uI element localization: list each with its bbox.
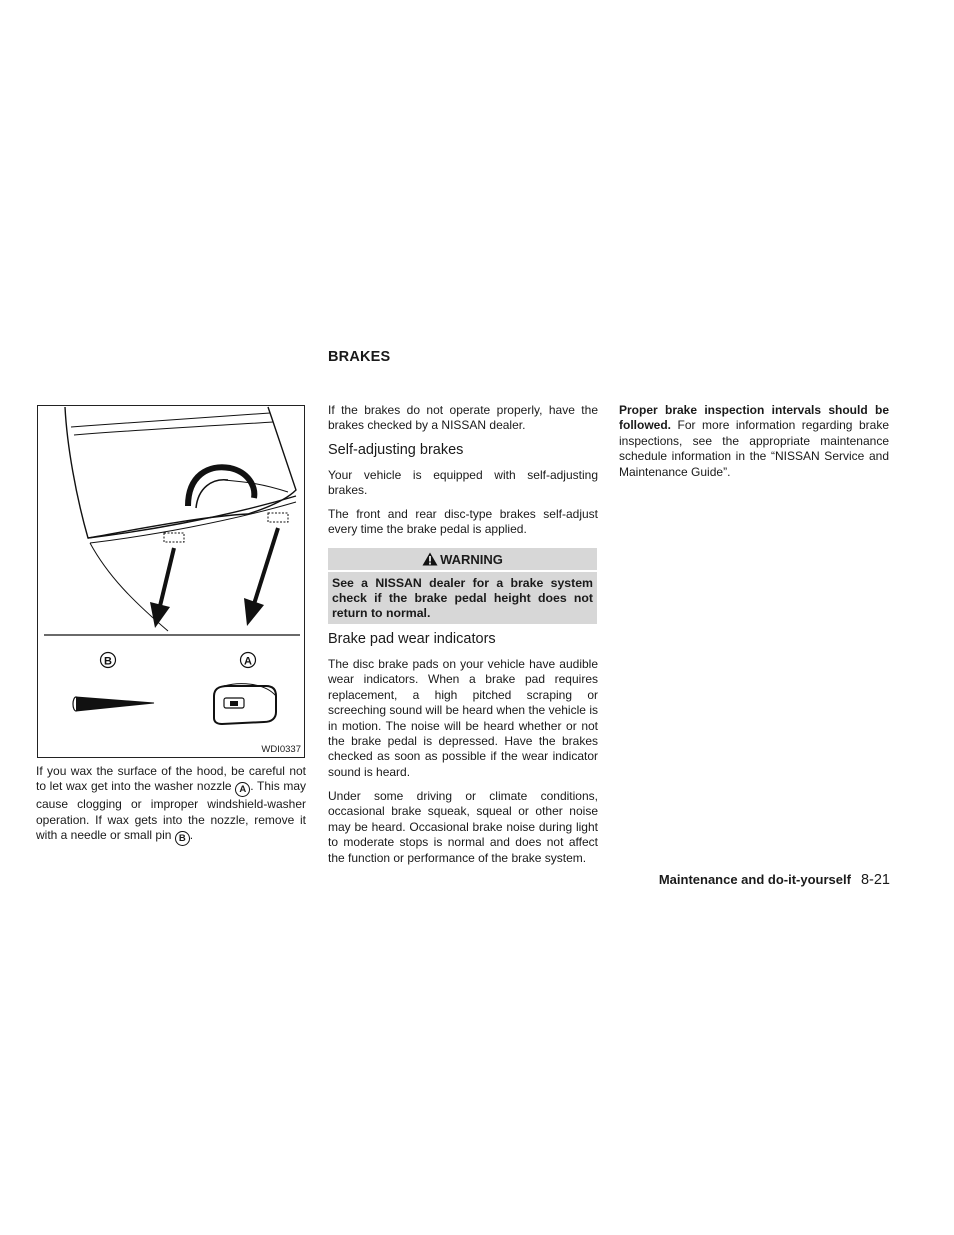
figure-label-b: B bbox=[104, 655, 112, 668]
chapter-title: Maintenance and do-it-yourself bbox=[658, 872, 851, 887]
hood-washer-nozzle-illustration bbox=[38, 406, 304, 757]
caption-text-3: . bbox=[189, 828, 194, 843]
subheading-self-adjusting: Self-adjusting brakes bbox=[328, 442, 464, 458]
figure-code: WDI0337 bbox=[261, 744, 301, 755]
figure-caption bbox=[36, 764, 306, 846]
warning-header bbox=[328, 548, 597, 572]
warning-title: WARNING bbox=[440, 551, 503, 567]
hood-wax-paragraph bbox=[36, 764, 306, 846]
figure-label-a: A bbox=[244, 655, 252, 668]
warning-text: See a NISSAN dealer for a brake system check if the brake pedal height does not return to normal. bbox=[332, 576, 593, 620]
brakes-intro: If the brakes do not operate properly, have the brakes checked by a NISSAN dealer. bbox=[328, 403, 598, 433]
wear-indicators-para-2: Under some driving or climate conditions, occasional brake squeak, squeal or other noise may be heard. Occasional brake noise during light to moderate stops is normal and does not affect the function or performance of the brake system. bbox=[328, 789, 598, 865]
warning-triangle-icon bbox=[422, 552, 438, 566]
marker-b: B bbox=[175, 831, 190, 846]
inspection-bold-lead: Proper brake inspection intervals should be followed. bbox=[619, 403, 889, 433]
caption-text-2: . This may cause clogging or improper windshield-washer operation. If wax gets into the nozzle, remove it with a needle or small pin bbox=[36, 779, 307, 843]
caption-text-1: If you wax the surface of the hood, be careful not to let wax get into the washer nozzle bbox=[36, 764, 306, 794]
inspection-note bbox=[619, 403, 889, 480]
subheading-wear-indicators: Brake pad wear indicators bbox=[328, 631, 496, 647]
warning-box bbox=[328, 548, 597, 624]
washer-nozzle-figure bbox=[37, 405, 305, 758]
marker-a: A bbox=[235, 782, 250, 797]
page-footer bbox=[659, 872, 890, 888]
inspection-text: For more information regarding brake inspections, see the appropriate maintenance schedule information in the “NISSAN Service and Maintenance Guide”. bbox=[619, 418, 889, 479]
inspection-paragraph bbox=[619, 403, 889, 480]
section-title: BRAKES bbox=[328, 349, 391, 365]
wear-indicators-para-1: The disc brake pads on your vehicle have audible wear indicators. When a brake pad requires replacement, a high pitched scraping or screeching sound will be heard when the vehicle is in motion. The noise will be heard whether or not the brake pedal is depressed. Have the brakes checked as soon as possible if the wear indicator sound is heard. bbox=[328, 657, 598, 779]
self-adjusting-para-2: The front and rear disc-type brakes self-adjust every time the brake pedal is applied. bbox=[328, 507, 598, 537]
page-number: 8-21 bbox=[860, 872, 890, 888]
self-adjusting-para-1: Your vehicle is equipped with self-adjusting brakes. bbox=[328, 468, 598, 498]
